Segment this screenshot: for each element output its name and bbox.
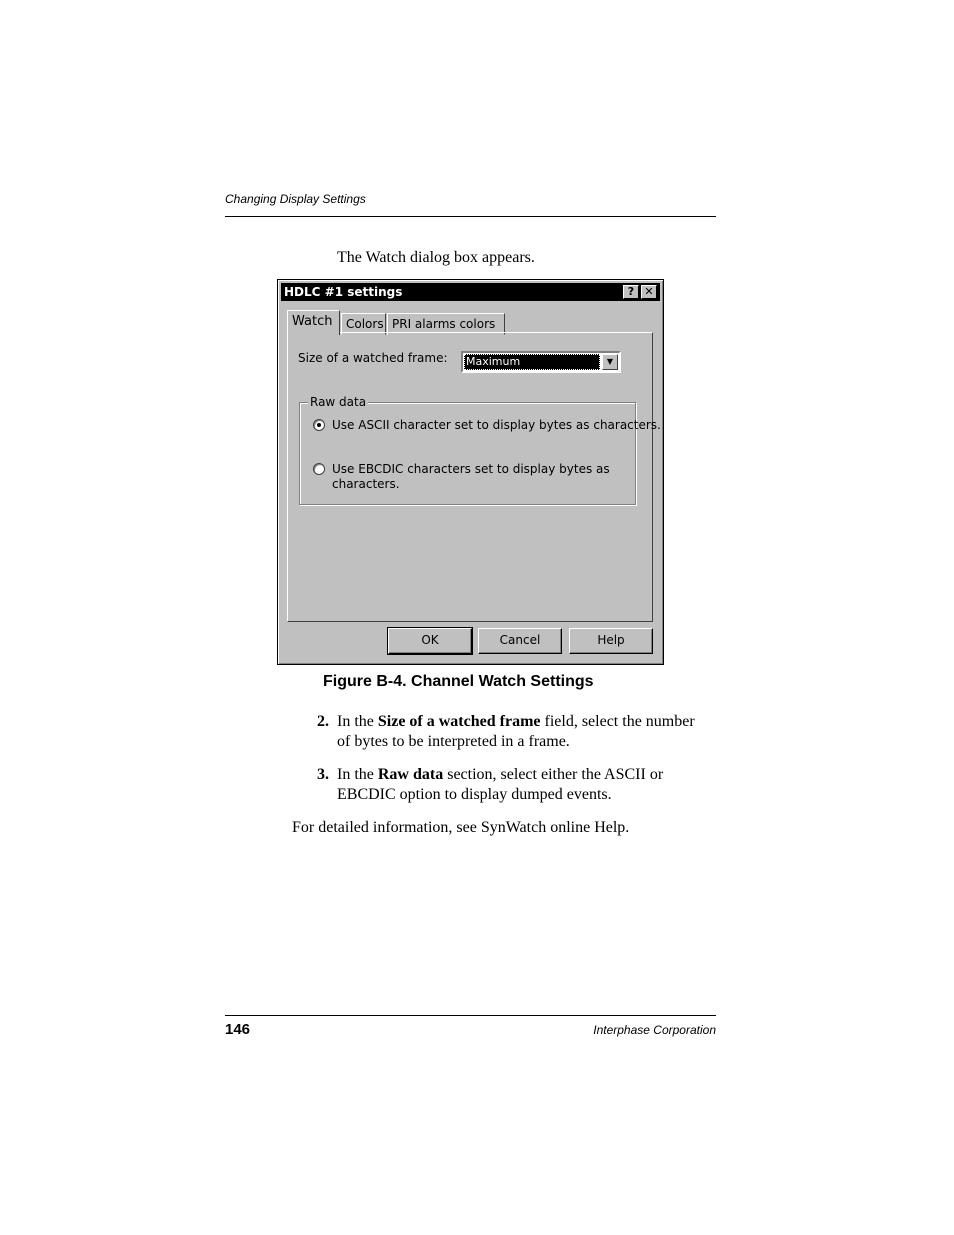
step-2-text xyxy=(337,712,717,752)
ebcdic-option-label-line1[interactable]: Use EBCDIC characters set to display bytes as xyxy=(332,462,610,476)
step-3-post: section, select either the ASCII or xyxy=(443,766,664,783)
dialog-titlebar xyxy=(281,283,660,301)
step-3-number: 3. xyxy=(317,766,329,783)
ok-button[interactable]: OK xyxy=(388,628,472,654)
size-label: Size of a watched frame: xyxy=(298,351,448,365)
ascii-radio[interactable] xyxy=(313,419,325,431)
help-button[interactable]: Help xyxy=(569,628,653,654)
size-select-value: Maximum xyxy=(464,354,600,370)
close-icon[interactable]: ✕ xyxy=(641,285,657,299)
ebcdic-radio[interactable] xyxy=(313,463,325,475)
tab-colors[interactable]: Colors xyxy=(341,313,386,335)
step-3-pre: In the xyxy=(337,766,378,783)
figure-caption: Figure B-4. Channel Watch Settings xyxy=(323,673,594,690)
intro-text: The Watch dialog box appears. xyxy=(337,249,535,266)
header-rule xyxy=(225,216,716,217)
ascii-option-label[interactable]: Use ASCII character set to display bytes as characters. xyxy=(332,418,661,432)
watch-dialog xyxy=(277,279,664,665)
step-2-pre: In the xyxy=(337,713,378,730)
step-3-line2: EBCDIC option to display dumped events. xyxy=(337,786,612,803)
step-3-text xyxy=(337,765,717,805)
dialog-title: HDLC #1 settings xyxy=(284,285,403,299)
company-name: Interphase Corporation xyxy=(593,1023,716,1037)
step-2-line2: of bytes to be interpreted in a frame. xyxy=(337,733,570,750)
closing-text: For detailed information, see SynWatch online Help. xyxy=(292,819,630,836)
step-2-bold: Size of a watched frame xyxy=(377,713,541,730)
page-number: 146 xyxy=(225,1021,251,1038)
radio-selected-dot xyxy=(317,423,321,427)
step-2-number: 2. xyxy=(317,713,329,730)
ebcdic-option-label-line2[interactable]: characters. xyxy=(332,477,400,491)
size-select[interactable] xyxy=(461,351,621,373)
footer-rule xyxy=(225,1015,716,1016)
step-3-bold: Raw data xyxy=(377,766,444,783)
raw-data-legend: Raw data xyxy=(310,395,367,409)
running-header: Changing Display Settings xyxy=(225,192,366,206)
help-question-button[interactable]: ? xyxy=(623,285,639,299)
step-2-post: field, select the number xyxy=(540,713,695,730)
cancel-button[interactable]: Cancel xyxy=(478,628,562,654)
tab-watch[interactable]: Watch xyxy=(287,310,340,335)
tab-pri-alarms-colors[interactable]: PRI alarms colors xyxy=(387,313,505,335)
chevron-down-icon[interactable]: ▼ xyxy=(602,354,618,370)
